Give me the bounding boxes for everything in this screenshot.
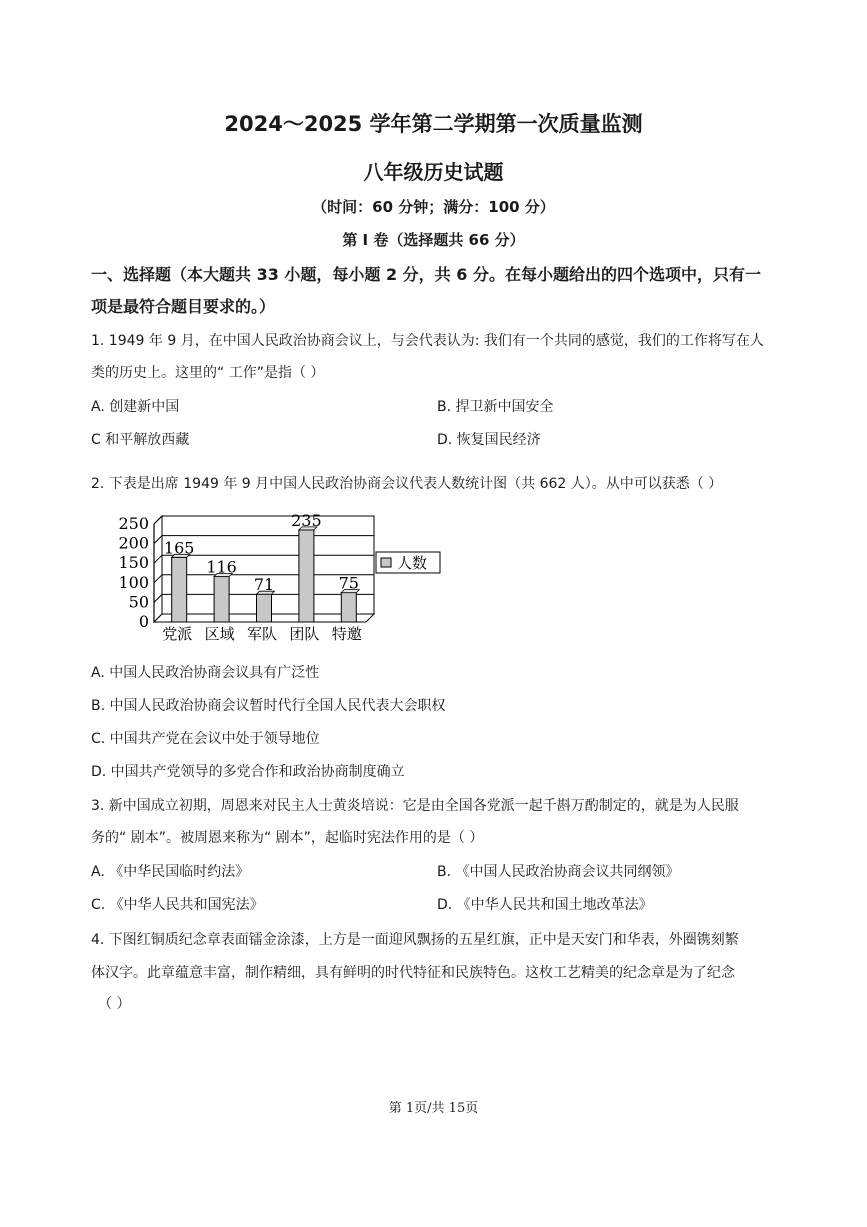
x-category-label: 军队 xyxy=(246,625,278,643)
bar-value-label: 75 xyxy=(338,573,359,593)
bar-value-label: 116 xyxy=(206,557,237,577)
q1-option-a: A. 创建新中国 xyxy=(91,399,180,415)
bar-value-label: 235 xyxy=(291,510,322,530)
q3-option-d: D. 《中华人民共和国土地改革法》 xyxy=(437,897,653,913)
y-tick-label: 0 xyxy=(138,612,149,631)
q1-option-b: B. 捍卫新中国安全 xyxy=(437,399,554,415)
page-number: 第 1页/共 15页 xyxy=(388,1101,479,1116)
q4-stem-line3: （ ） xyxy=(98,996,131,1012)
bar-value-label: 71 xyxy=(253,575,275,595)
q3-option-a: A. 《中华民国临时约法》 xyxy=(91,864,250,880)
x-category-label: 特邀 xyxy=(331,625,362,643)
x-category-label: 党派 xyxy=(162,625,193,643)
legend-label: 人数 xyxy=(397,554,428,572)
q3-stem-line1: 3. 新中国成立初期，周恩来对民主人士黄炎培说：它是由全国各党派一起千斟万酌制定的，就是为人民服 xyxy=(91,798,739,814)
q2-option-a: A. 中国人民政治协商会议具有广泛性 xyxy=(91,665,320,681)
q2-option-d: D. 中国共产党领导的多党合作和政治协商制度确立 xyxy=(91,764,405,780)
bar xyxy=(341,593,356,622)
bar xyxy=(214,577,229,622)
section-heading-line1: 一、选择题（本大题共 33 小题，每小题 2 分，共 6 分。在每小题给出的四个选项中，只有一 xyxy=(91,265,761,284)
section-heading-line2: 项是最符合题目要求的。） xyxy=(91,297,276,316)
bar xyxy=(299,530,314,622)
q3-option-c: C. 《中华人民共和国宪法》 xyxy=(91,897,264,913)
delegate-bar-chart xyxy=(110,500,450,645)
q2-option-b: B. 中国人民政治协商会议暂时代行全国人民代表大会职权 xyxy=(91,698,446,714)
exam-subtitle: 八年级历史试题 xyxy=(363,160,504,184)
exam-title: 2024～2025 学年第二学期第一次质量监测 xyxy=(224,112,643,136)
bar-value-label: 165 xyxy=(163,538,195,558)
q1-option-d: D. 恢复国民经济 xyxy=(437,432,541,448)
part-heading: 第 I 卷（选择题共 66 分） xyxy=(342,231,525,249)
bar xyxy=(257,594,272,622)
q1-option-c: C 和平解放西藏 xyxy=(91,432,190,448)
x-category-label: 区域 xyxy=(204,625,235,643)
q4-stem-line1: 4. 下图红铜质纪念章表面镭金涂漆，上方是一面迎风飘扬的五星红旗，正中是天安门和华表，外圈镌刻繁 xyxy=(91,932,739,948)
q3-option-b: B. 《中国人民政治协商会议共同纲领》 xyxy=(437,864,680,880)
q2-option-c: C. 中国共产党在会议中处于领导地位 xyxy=(91,731,320,747)
y-tick-label: 50 xyxy=(128,592,149,612)
time-info: （时间：60 分钟；满分：100 分） xyxy=(312,198,555,216)
legend-swatch xyxy=(381,558,391,567)
q1-stem-line2: 类的历史上。这里的“ 工作”是指（ ） xyxy=(91,365,325,381)
y-tick-label: 150 xyxy=(118,553,149,573)
bar xyxy=(172,557,187,622)
y-tick-label: 250 xyxy=(118,514,149,533)
x-category-label: 团队 xyxy=(289,625,320,643)
q2-stem: 2. 下表是出席 1949 年 9 月中国人民政治协商会议代表人数统计图（共 662 人）。从中可以获悉（ ） xyxy=(91,476,723,492)
y-tick-label: 100 xyxy=(118,572,149,592)
y-tick-label: 200 xyxy=(118,533,149,553)
q1-stem-line1: 1. 1949 年 9 月，在中国人民政治协商会议上，与会代表认为: 我们有一个共同的感觉，我们的工作将写在人 xyxy=(91,333,764,349)
q3-stem-line2: 务的“ 剧本”。被周恩来称为“ 剧本”，起临时宪法作用的是（ ） xyxy=(91,830,484,846)
q4-stem-line2: 体汉字。此章蕴意丰富，制作精细，具有鲜明的时代特征和民族特色。这枚工艺精美的纪念章是为了纪念 xyxy=(91,965,735,981)
chart-side-wall xyxy=(154,516,162,622)
